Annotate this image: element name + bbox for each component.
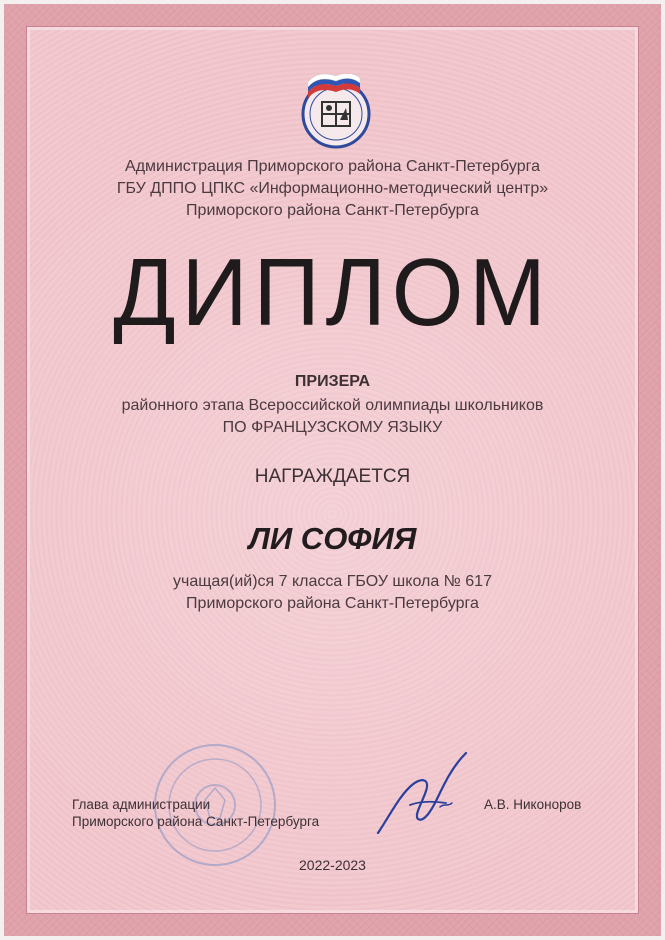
olympiad-emblem-icon (298, 74, 374, 150)
signatory-position (72, 796, 319, 830)
signatory-name: А.В. Никоноров (484, 797, 582, 812)
student-name: ЛИ СОФИЯ (248, 521, 417, 556)
diploma-title: ДИПЛОМ (113, 239, 552, 346)
org-line-2: ГБУ ДППО ЦПКС «Информационно-методический центр» (116, 180, 549, 197)
signatory-position-line-1: Глава администрации (72, 797, 211, 812)
award-subject: ПО ФРАНЦУЗСКОМУ ЯЗЫКУ (222, 419, 443, 436)
student-line-2: Приморского района Санкт-Петербурга (186, 595, 479, 612)
org-line-1: Администрация Приморского района Санкт-Петербурга (125, 158, 540, 175)
awarded-label: НАГРАЖДАЕТСЯ (254, 466, 411, 487)
handwritten-signature-icon (370, 745, 480, 845)
student-line-1: учащая(ий)ся 7 класса ГБОУ школа № 617 (173, 573, 492, 590)
award-stage: районного этапа Всероссийской олимпиады школьников (121, 397, 544, 414)
org-line-3: Приморского района Санкт-Петербурга (186, 202, 479, 219)
award-degree: ПРИЗЕРА (294, 373, 371, 390)
signatory-position-line-2: Приморского района Санкт-Петербурга (72, 814, 320, 829)
academic-year: 2022-2023 (299, 857, 366, 873)
